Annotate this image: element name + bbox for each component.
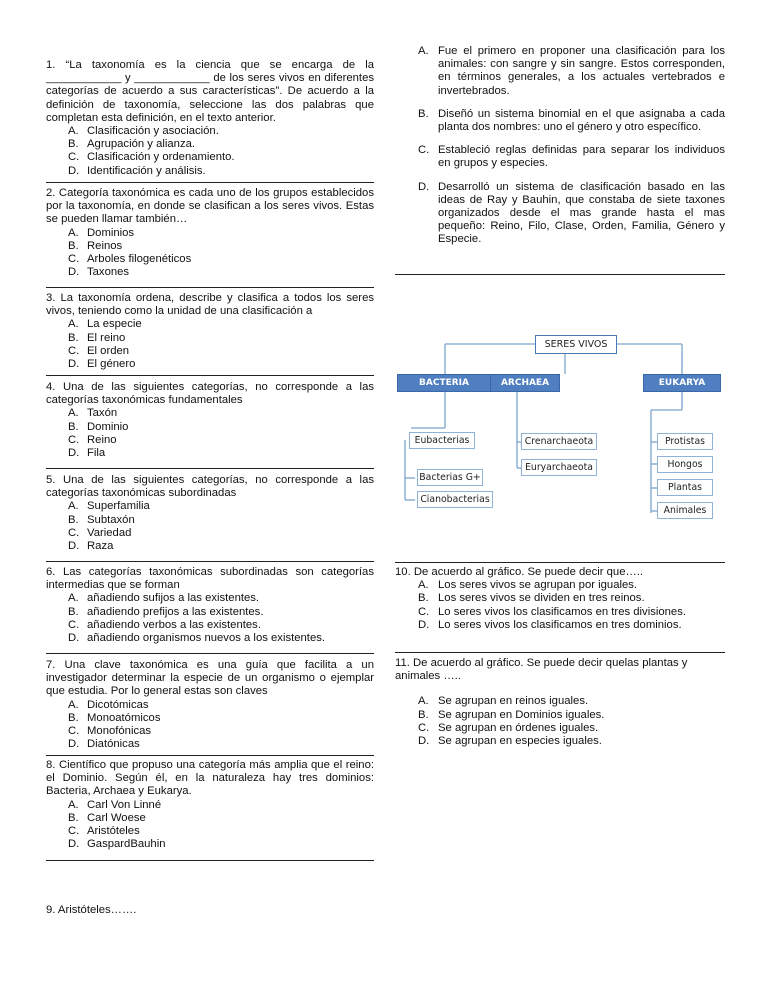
question-9 [46,904,374,917]
domain-bacteria-box: BACTERIA [397,374,491,392]
option[interactable]: D. El género [68,358,136,371]
option[interactable]: C. Monofónicas [68,725,152,738]
question-4-stem: 4. Una de las siguientes categorías, no corresponde a las categorías taxonómicas fundamentales [46,381,374,407]
eubacterias-box: Eubacterias [409,432,475,449]
option[interactable]: D. Diatónicas [68,738,140,751]
option[interactable]: B. Se agrupan en Dominios iguales. [418,708,605,721]
option[interactable]: A. Taxón [68,407,118,420]
question-4 [46,381,374,460]
hongos-box: Hongos [657,456,713,473]
divider [46,755,374,756]
divider [395,562,725,563]
bacterias-g-plus-box: Bacterias G+ [417,469,483,486]
question-11 [395,657,725,748]
option[interactable]: B. Subtaxón [68,513,135,526]
question-1 [46,59,374,178]
option[interactable]: B. Agrupación y alianza. [68,138,196,151]
question-8 [46,759,374,851]
option[interactable]: D. añadiendo organismos nuevos a los existentes. [68,632,326,645]
question-11-stem: 11. De acuerdo al gráfico. Se puede decir quelas plantas y animales ….. [395,657,688,683]
option[interactable]: C. Aristóteles [68,825,140,838]
question-5-stem: 5. Una de las siguientes categorías, no corresponde a las categorías taxonómicas subordinadas [46,474,374,500]
option[interactable]: B. Diseñó un sistema binomial en el que asignaba a cada planta dos nombres: uno el género y otro específico. [418,107,725,134]
option[interactable]: D. Fila [68,447,106,460]
question-2-options [46,227,374,280]
option[interactable]: A. añadiendo sufijos a las existentes. [68,592,260,605]
option[interactable]: C. Arboles filogenéticos [68,253,192,266]
option[interactable]: D. Lo seres vivos los clasificamos en tres dominios. [418,618,682,631]
question-6 [46,566,374,645]
option[interactable]: A. La especie [68,318,142,331]
question-3-options [46,318,374,371]
option[interactable]: C. Variedad [68,526,132,539]
plantas-box: Plantas [657,479,713,496]
question-11-options [395,695,725,748]
question-6-options [46,592,374,645]
question-5-options [46,500,374,553]
question-6-stem: 6. Las categorías taxonómicas subordinadas son categorías intermedias que se forman [46,566,374,592]
question-10-stem: 10. De acuerdo al gráfico. Se puede decir que….. [395,566,644,578]
option[interactable]: B. añadiendo prefijos a las existentes. [68,605,264,618]
domain-archaea-box: ARCHAEA [490,374,560,392]
option[interactable]: A. Clasificación y asociación. [68,125,219,138]
option[interactable]: A. Fue el primero en proponer una clasificación para los animales: con sangre y sin sangre. Estos corresponden, en términos generales, a los actuales vertebrados e invertebrados. [418,45,725,97]
question-3 [46,292,374,371]
question-10-options [395,579,725,632]
option[interactable]: A. Superfamilia [68,500,150,513]
option[interactable]: A. Se agrupan en reinos iguales. [418,695,589,708]
question-9-options [395,45,725,257]
diagram-root-box: SERES VIVOS [535,335,617,354]
question-7 [46,659,374,751]
question-5 [46,474,374,553]
question-4-options [46,407,374,460]
question-3-stem: 3. La taxonomía ordena, describe y clasifica a todos los seres vivos, teniendo como la unidad de una clasificación a [46,292,374,318]
option[interactable]: C. El orden [68,344,130,357]
option[interactable]: B. Los seres vivos se dividen en tres reinos. [418,592,645,605]
divider [46,860,374,861]
option[interactable]: A. Dicotómicas [68,698,149,711]
option[interactable]: B. Reinos [68,239,123,252]
taxonomy-diagram [395,330,725,540]
euryarchaeota-box: Euryarchaeota [521,459,597,476]
question-2 [46,187,374,279]
crenarchaeota-box: Crenarchaeota [521,433,597,450]
animales-box: Animales [657,502,713,519]
option[interactable]: D. GaspardBauhin [68,838,166,851]
option[interactable]: C. Lo seres vivos los clasificamos en tres divisiones. [418,605,687,618]
option[interactable]: D. Raza [68,540,114,553]
domain-eukarya-box: EUKARYA [643,374,721,392]
divider [46,653,374,654]
option[interactable]: B. El reino [68,331,126,344]
divider [46,468,374,469]
question-8-stem: 8. Científico que propuso una categoría más amplia que el reino: el Dominio. Según él, en la naturaleza hay tres dominios: Bacteria, Archaea y Eukarya. [46,759,374,798]
divider [46,561,374,562]
question-1-stem: 1. “La taxonomía es la ciencia que se encarga de la ____________ y ____________ de los seres vivos en diferentes categorías de acuerdo a sus características”. De acuerdo a la definición de taxonomía, seleccione las dos palabras que completan esta definición, en el texto anterior. [46,59,374,124]
question-7-stem: 7. Una clave taxonómica es una guía que facilita a un investigador determinar la especie de un organismo o ejemplar que estudia. Por lo general estas son claves [46,659,374,698]
question-9-stem: 9. Aristóteles……. [46,904,137,916]
option[interactable]: A. Los seres vivos se agrupan por iguales. [418,579,638,592]
option[interactable]: B. Monoatómicos [68,711,161,724]
protistas-box: Protistas [657,433,713,450]
option[interactable]: D. Identificación y análisis. [68,164,206,177]
option[interactable]: A. Dominios [68,226,135,239]
option[interactable]: B. Dominio [68,420,129,433]
option[interactable]: D. Se agrupan en especies iguales. [418,735,602,748]
divider [46,287,374,288]
option[interactable]: C. Clasificación y ordenamiento. [68,151,235,164]
option[interactable]: A. Carl Von Linné [68,798,162,811]
divider [46,182,374,183]
option[interactable]: B. Carl Woese [68,811,146,824]
divider [395,274,725,275]
option[interactable]: C. Estableció reglas definidas para separar los individuos en grupos y especies. [418,144,725,170]
question-7-options [46,699,374,752]
divider [46,375,374,376]
question-2-stem: 2. Categoría taxonómica es cada uno de los grupos establecidos por la taxonomía, en donde se clasifican a los seres vivos. Estas se pueden llamar también… [46,187,374,226]
question-10 [395,566,725,632]
cianobacterias-box: Cianobacterias [417,491,493,508]
option[interactable]: D. Desarrolló un sistema de clasificación basado en las ideas de Ray y Bauhin, que constaba de siete taxones organizados desde el mas grande hasta el mas pequeño: Reino, Filo, Clase, Orden, Familia, Género y Especie. [418,180,725,246]
option[interactable]: C. añadiendo verbos a las existentes. [68,618,261,631]
question-1-options [46,125,374,178]
question-8-options [46,799,374,852]
option[interactable]: D. Taxones [68,266,130,279]
divider [395,652,725,653]
option[interactable]: C. Se agrupan en órdenes iguales. [418,721,599,734]
option[interactable]: C. Reino [68,433,117,446]
